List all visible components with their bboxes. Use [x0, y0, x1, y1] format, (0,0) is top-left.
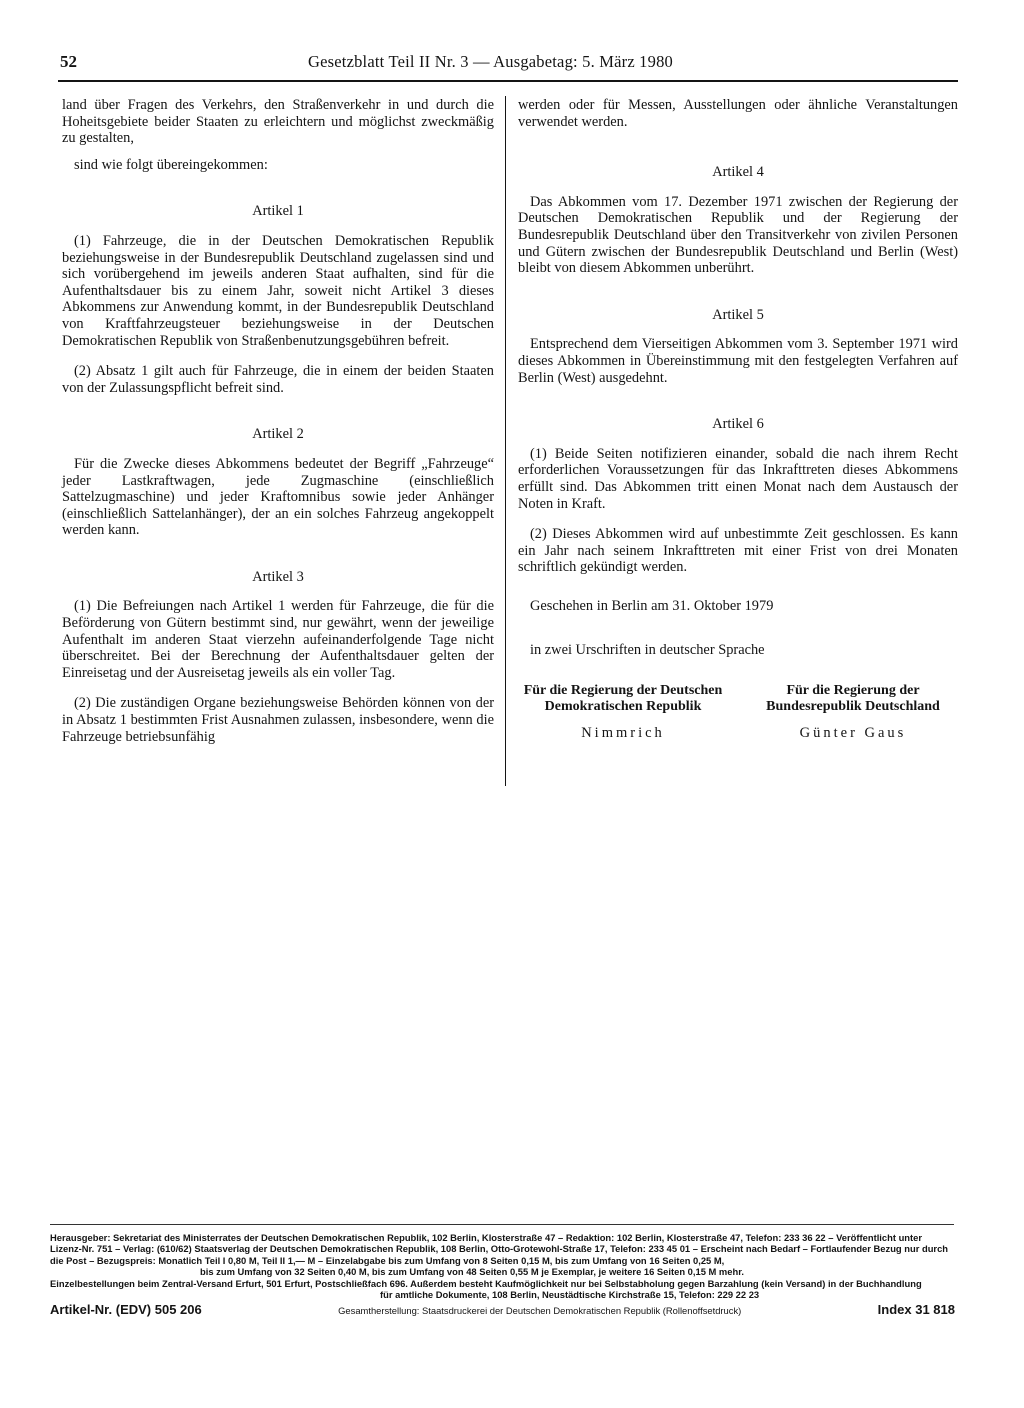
article-2-para-1: Für die Zwecke dieses Abkommens bedeutet der Begriff „Fahrzeuge“ jeder Lastkraftwagen, jede Zugmaschine (einschließlich Sattelzugmaschine) und jeder Kraftomnibus sowie jeder Anhänger (einschließlich Sattelanhänger), der an ein solches Fahrzeug angekoppelt werden kann.: [62, 455, 494, 539]
signature-brd: [748, 683, 958, 741]
signature-ddr-title: Für die Regierung der Deutschen Demokratischen Republik: [523, 683, 723, 715]
signature-ddr: [518, 683, 728, 741]
column-divider: [505, 96, 506, 786]
article-1-heading: Artikel 1: [252, 203, 304, 220]
article-5-para-1: Entsprechend dem Vierseitigen Abkommen vom 3. September 1971 wird dieses Abkommen in Übereinstimmung mit den festgelegten Verfahren auf Berlin (West) ausgedehnt.: [518, 336, 958, 386]
imprint-footer: [50, 1232, 955, 1317]
imprint-line-1: Herausgeber: Sekretariat des Ministerrates der Deutschen Demokratischen Republik, 102 Berlin, Klosterstraße 47 – Redaktion: 102 Berlin, Klosterstraße 47, Telefon: 233 36 22 – Veröffentlicht unter Lizenz-Nr. 751 – Verlag: (610/62) Staatsverlag der Deutschen Demokratischen Republik, 108 Berlin, Otto-Grotewohl-Straße 17, Telefon: 233 45 01 – Erscheint nach Bedarf – Fortlaufender Bezug nur durch die Post – Bezugspreis: Monatlich Teil I 0,80 M, Teil II 1,— M – Einzelabgabe bis zum Umfang von 8 Seiten 0,15 M, bis zum Umfang von 16 Seiten 0,25 M,: [50, 1232, 949, 1266]
article-number: Artikel-Nr. (EDV) 505 206: [50, 1302, 202, 1318]
header-rule: [58, 80, 958, 82]
index-number: Index 31 818: [877, 1302, 955, 1318]
article-3-para-2: (2) Die zuständigen Organe beziehungsweise Behörden können von der in Absatz 1 bestimmten Frist Ausnahmen zulassen, insbesondere, wenn die Fahrzeuge betriebsunfähig: [62, 695, 494, 745]
left-column: [62, 97, 494, 745]
article-1-para-2: (2) Absatz 1 gilt auch für Fahrzeuge, die in einem der beiden Staaten von der Zulassungspflicht befreit sind.: [62, 363, 494, 396]
footer-bottom-row: [50, 1304, 955, 1316]
signature-brd-title: Für die Regierung der Bundesrepublik Deutschland: [766, 683, 940, 715]
right-column: [518, 97, 958, 741]
article-3-heading: Artikel 3: [252, 568, 304, 585]
continuation-paragraph: werden oder für Messen, Ausstellungen oder ähnliche Veranstaltungen verwendet werden.: [518, 97, 958, 130]
footer-rule: [50, 1224, 954, 1225]
printer-line: Gesamtherstellung: Staatsdruckerei der Deutschen Demokratischen Republik (Rollenoffsetdruck): [338, 1305, 742, 1317]
article-6-para-1: (1) Beide Seiten notifizieren einander, sobald die nach ihrem Recht erforderlichen Voraussetzungen für das Inkrafttreten dieses Abkommens erfüllt sind. Das Abkommen tritt einen Monat nach dem Austausch der Noten in Kraft.: [518, 445, 958, 512]
running-header: Gesetzblatt Teil II Nr. 3 — Ausgabetag: 5. März 1980: [308, 52, 673, 71]
article-3-para-1: (1) Die Befreiungen nach Artikel 1 werden für Fahrzeuge, die für die Beförderung von Gütern bestimmt sind, nur gewährt, wenn der jeweilige Aufenthalt im anderen Staat vierzehn aufeinanderfolgende Tage nicht überschreitet. Bei der Berechnung der Aufenthaltsdauer gelten der Einreisetag und der Ausreisetag jeweils als ein voller Tag.: [62, 598, 494, 681]
languages-line: in zwei Urschriften in deutscher Sprache: [530, 642, 765, 659]
article-4-heading: Artikel 4: [712, 164, 764, 181]
page-number: 52: [60, 52, 77, 71]
article-4-para-1: Das Abkommen vom 17. Dezember 1971 zwischen der Regierung der Deutschen Demokratischen Republik und der Regierung der Bundesrepublik Deutschland über den Transitverkehr von zivilen Personen und Gütern zwischen der Bundesrepublik Deutschland und Berlin (West) bleibt von diesem Abkommen unberührt.: [518, 193, 958, 277]
article-5-heading: Artikel 5: [712, 306, 764, 323]
imprint-line-4: für amtliche Dokumente, 108 Berlin, Neustädtische Kirchstraße 15, Telefon: 229 22 23: [380, 1289, 760, 1301]
done-at-line: Geschehen in Berlin am 31. Oktober 1979: [530, 597, 774, 614]
article-2-heading: Artikel 2: [252, 426, 304, 443]
signature-ddr-name: Nimmrich: [581, 725, 665, 742]
article-6-para-2: (2) Dieses Abkommen wird auf unbestimmte Zeit geschlossen. Es kann ein Jahr nach seinem Inkrafttreten mit einer Frist von drei Monaten schriftlich gekündigt werden.: [518, 526, 958, 576]
intro-paragraph: land über Fragen des Verkehrs, den Straßenverkehr in und durch die Hoheitsgebiete beider Staaten zu erleichtern und möglichst zweckmäßig zu gestalten,: [62, 97, 494, 147]
imprint-line-2: bis zum Umfang von 32 Seiten 0,40 M, bis zum Umfang von 48 Seiten 0,55 M je Exemplar, je weitere 16 Seiten 0,15 M mehr.: [200, 1266, 744, 1278]
agreed-clause: sind wie folgt übereingekommen:: [74, 156, 268, 173]
article-1-para-1: (1) Fahrzeuge, die in der Deutschen Demokratischen Republik beziehungsweise in der Bundesrepublik Deutschland zugelassen sind und sich vorübergehend im jeweils anderen Staat aufhalten, sind für die Aufenthaltsdauer bis zu einem Jahr, soweit nicht Artikel 3 dieses Abkommens zur Anwendung kommt, in der Bundesrepublik Deutschland von Kraftfahrzeugsteuer beziehungsweise in der Deutschen Demokratischen Republik von Straßenbenutzungsgebühren befreit.: [62, 232, 494, 349]
article-6-heading: Artikel 6: [712, 416, 764, 433]
imprint-line-3: Einzelbestellungen beim Zentral-Versand Erfurt, 501 Erfurt, Postschließfach 696. Außerdem besteht Kaufmöglichkeit nur bei Selbstabholung gegen Barzahlung (kein Versand) in der Buchhandlung: [50, 1277, 922, 1289]
signature-block: [518, 683, 958, 741]
signature-brd-name: Günter Gaus: [799, 725, 907, 742]
